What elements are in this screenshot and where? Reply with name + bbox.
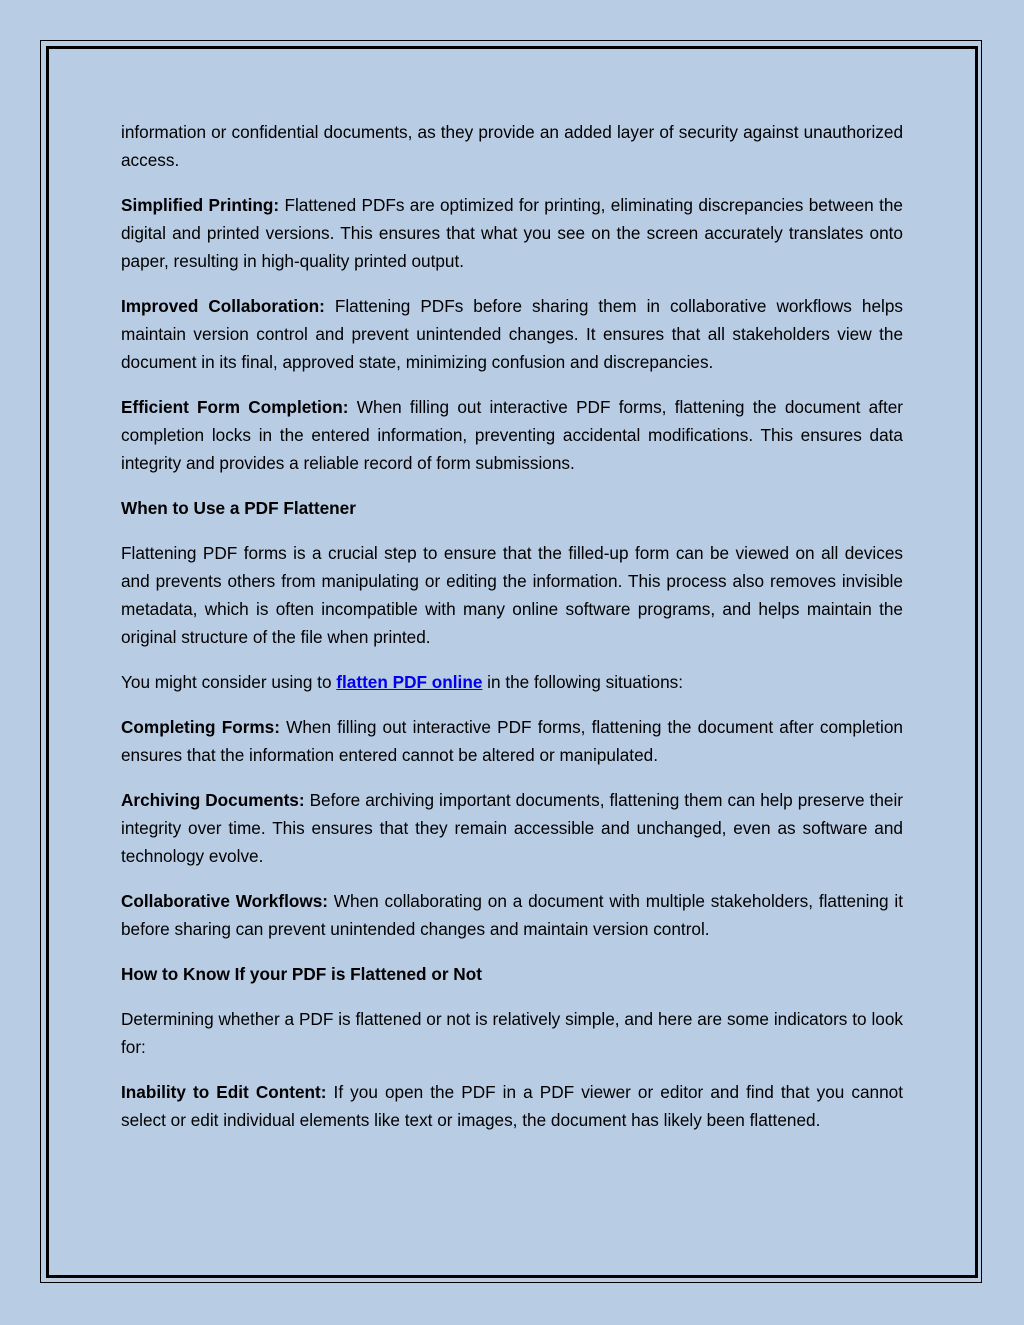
paragraph-security-continuation: information or confidential documents, as they provide an added layer of security against unauthorized access. xyxy=(121,122,903,170)
paragraph-archiving-documents: Archiving Documents: Before archiving important documents, flattening them can help preserve their integrity over time. This ensures that they remain accessible and unchanged, even as software and technology evolve. xyxy=(121,790,904,866)
section-heading-how-to-know: How to Know If your PDF is Flattened or Not xyxy=(121,964,482,984)
paragraph-inability-to-edit: Inability to Edit Content: If you open the PDF in a PDF viewer or editor and find that you cannot select or edit individual elements like text or images, the document has likely been flattened. xyxy=(121,1082,904,1130)
paragraph-determining: Determining whether a PDF is flattened or not is relatively simple, and here are some indicators to look for: xyxy=(121,1009,903,1057)
paragraph-collaborative-workflows: Collaborative Workflows: When collaborating on a document with multiple stakeholders, flattening it before sharing can prevent unintended changes and maintain version control. xyxy=(121,891,903,939)
paragraph-lead: Simplified Printing: xyxy=(121,195,280,215)
paragraph-lead: Collaborative Workflows: xyxy=(121,891,328,911)
paragraph-efficient-form-completion: Efficient Form Completion: When filling out interactive PDF forms, flattening the document after completion locks in the entered information, preventing accidental modifications. This ensures data integrity and provides a reliable record of form submissions. xyxy=(121,397,903,473)
flatten-pdf-online-link[interactable]: flatten PDF online xyxy=(336,672,483,692)
paragraph-lead: Improved Collaboration: xyxy=(121,296,325,316)
paragraph-flattening-forms: Flattening PDF forms is a crucial step to ensure that the filled-up form can be viewed on all devices and prevents others from manipulating or editing the information. This process also removes invisible metadata, which is often incompatible with many online software programs, and helps maintain the original structure of the file when printed. xyxy=(121,543,903,647)
paragraph-lead: Efficient Form Completion: xyxy=(121,397,349,417)
paragraph-consider-using: You might consider using to flatten PDF online in the following situations: xyxy=(121,672,684,692)
section-heading-when-to-use: When to Use a PDF Flattener xyxy=(121,498,356,518)
paragraph-simplified-printing: Simplified Printing: Flattened PDFs are optimized for printing, eliminating discrepancies between the digital and printed versions. This ensures that what you see on the screen accurately translates onto paper, resulting in high-quality printed output. xyxy=(121,195,903,271)
document-body xyxy=(121,118,903,1151)
paragraph-lead: Inability to Edit Content: xyxy=(121,1082,327,1102)
paragraph-improved-collaboration: Improved Collaboration: Flattening PDFs before sharing them in collaborative workflows helps maintain version control and prevent unintended changes. It ensures that all stakeholders view the document in its final, approved state, minimizing confusion and discrepancies. xyxy=(121,296,903,372)
paragraph-lead: Archiving Documents: xyxy=(121,790,305,810)
paragraph-completing-forms: Completing Forms: When filling out interactive PDF forms, flattening the document after completion ensures that the information entered cannot be altered or manipulated. xyxy=(121,717,903,765)
paragraph-lead: Completing Forms: xyxy=(121,717,280,737)
